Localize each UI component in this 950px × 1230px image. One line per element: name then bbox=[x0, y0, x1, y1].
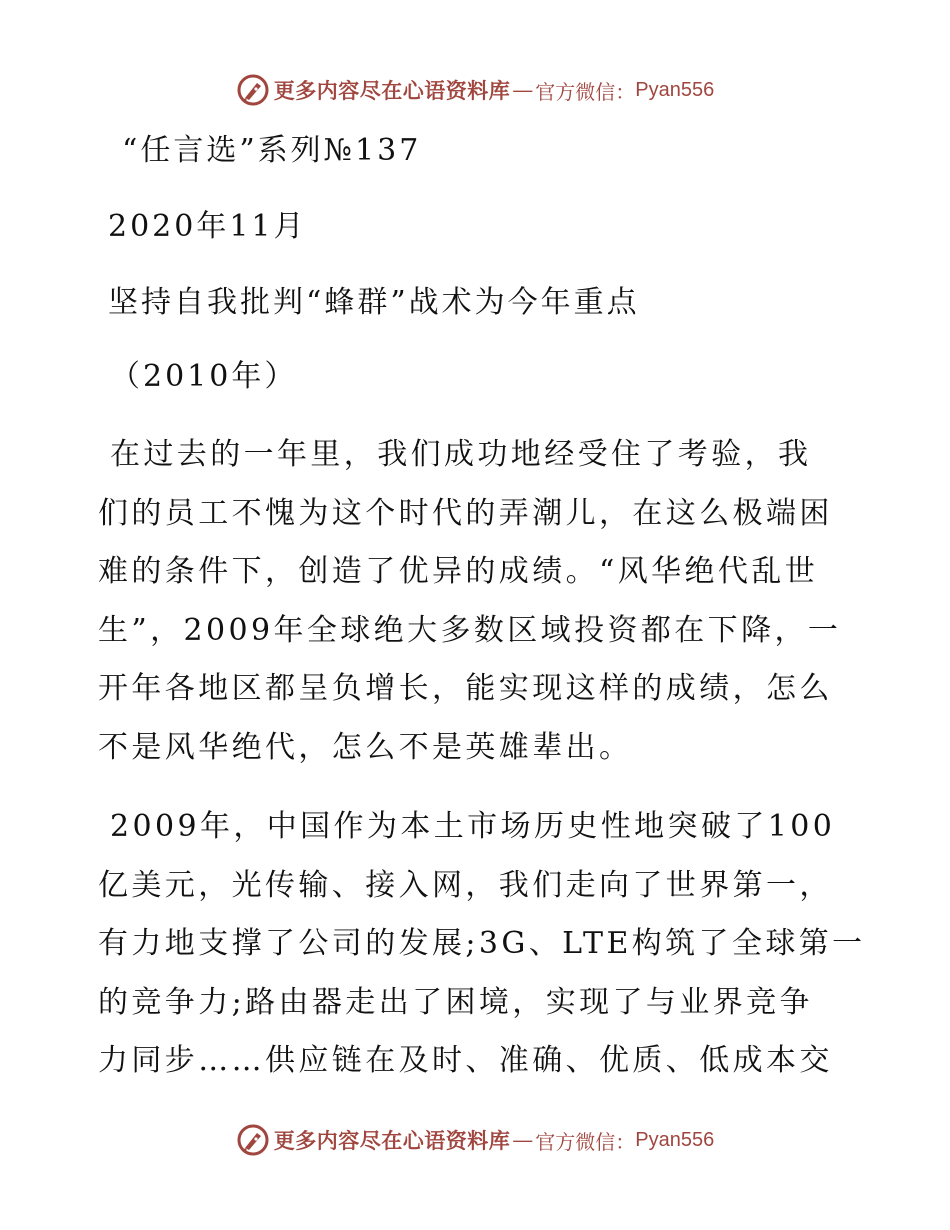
pen-nib-logo-icon bbox=[236, 73, 270, 107]
wechat-label: 官方微信： bbox=[535, 1129, 636, 1154]
paragraph-2 bbox=[98, 798, 866, 1091]
paragraph-line: 不是风华绝代，怎么不是英雄辈出。 bbox=[98, 729, 633, 765]
series-line: “任言选”系列№137 bbox=[122, 133, 422, 168]
pen-nib-logo-icon bbox=[236, 1123, 270, 1157]
paragraph-line: 难的条件下，创造了优异的成绩。“风华绝代乱世 bbox=[98, 554, 819, 589]
wechat-label: 官方微信： bbox=[535, 79, 636, 104]
paragraph-line: 的竞争力;路由器走出了困境，实现了与业界竞争 bbox=[98, 984, 813, 1020]
brand-name: 更多内容尽在心语资料库 bbox=[273, 1128, 511, 1153]
banner-dash: — bbox=[512, 78, 534, 102]
wechat-handle: Pyan556 bbox=[635, 78, 715, 101]
paragraph-line: 在过去的一年里，我们成功地经受住了考验，我 bbox=[110, 437, 812, 472]
date-line: 2020年11月 bbox=[108, 209, 307, 244]
header-banner bbox=[0, 70, 950, 110]
paragraph-line: 有力地支撑了公司的发展;3G、LTE构筑了全球第一 bbox=[98, 926, 866, 961]
banner-dash: — bbox=[512, 1128, 534, 1152]
footer-banner bbox=[0, 1120, 950, 1160]
paragraph-1 bbox=[98, 426, 858, 777]
paragraph-line: 们的员工不愧为这个时代的弄潮儿，在这么极端困 bbox=[98, 495, 833, 531]
paragraph-line: 生”，2009年全球绝大多数区域投资都在下降，一 bbox=[98, 612, 842, 648]
article-title: 坚持自我批判“蜂群”战术为今年重点 bbox=[108, 285, 640, 320]
article-year: （2010年） bbox=[110, 359, 298, 394]
paragraph-line: 力同步……供应链在及时、准确、优质、低成本交 bbox=[98, 1043, 833, 1078]
paragraph-line: 开年各地区都呈负增长，能实现这样的成绩，怎么 bbox=[98, 671, 833, 706]
document-body bbox=[98, 122, 866, 1091]
paragraph-line: 2009年，中国作为本土市场历史性地突破了100 bbox=[110, 809, 836, 844]
wechat-handle: Pyan556 bbox=[635, 1128, 715, 1151]
brand-name: 更多内容尽在心语资料库 bbox=[273, 78, 511, 103]
paragraph-line: 亿美元，光传输、接入网，我们走向了世界第一， bbox=[98, 867, 833, 903]
